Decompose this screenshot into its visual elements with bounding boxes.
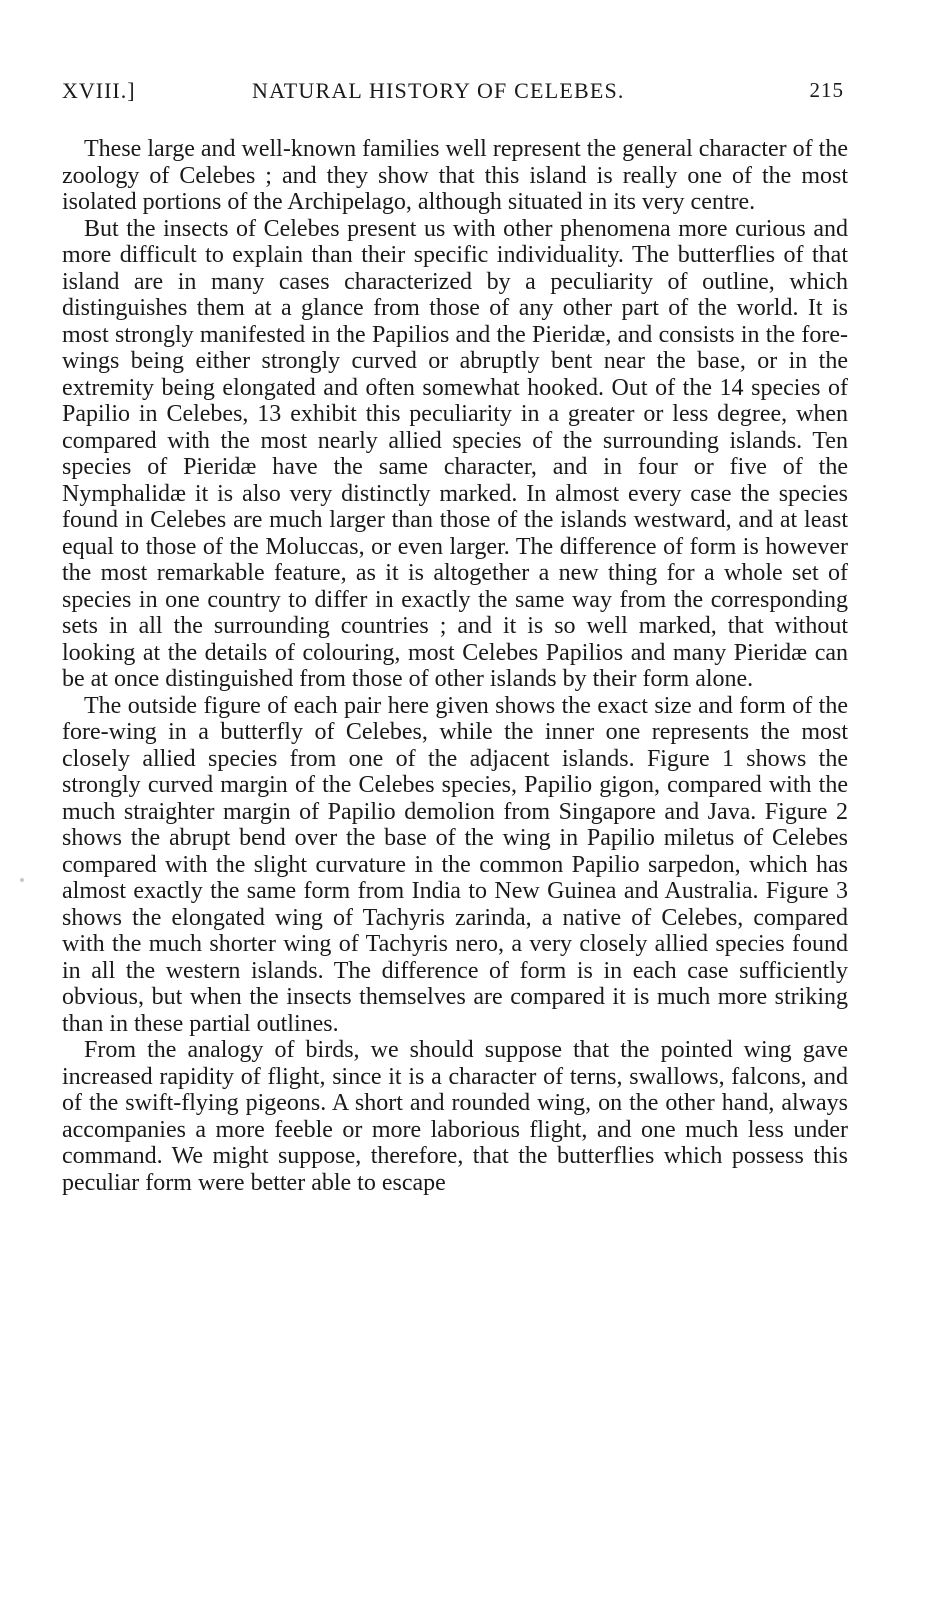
paragraph: From the analogy of birds, we should suppose that the pointed wing gave increased rapidity of flight, since it is a character of terns, swallows, falcons, and of the swift-flying pigeons. A short and rounded wing, on the other hand, always accompanies a more feeble or more laborious flight, and one much less under command. We might suppose, therefore, that the butterflies which possess this peculiar form were better able to escape	[62, 1037, 848, 1196]
paper-speck	[20, 878, 24, 882]
chapter-number: XVIII.]	[62, 78, 136, 103]
running-head	[62, 78, 844, 110]
paragraph: These large and well-known families well represent the general character of the zoology of Celebes ; and they show that this island is really one of the most isolated portions of the Archipelago, although situated in its very centre.	[62, 136, 848, 215]
running-title: NATURAL HISTORY OF CELEBES.	[252, 78, 625, 103]
paragraph: But the insects of Celebes present us with other phenomena more curious and more difficult to explain than their specific individuality. The butterflies of that island are in many cases characterized by a peculiarity of outline, which distinguishes them at a glance from those of any other part of the world. It is most strongly manifested in the Papilios and the Pieridæ, and consists in the fore-wings being either strongly curved or abruptly bent near the base, or in the extremity being elongated and often somewhat hooked. Out of the 14 species of Papilio in Celebes, 13 exhibit this peculiarity in a greater or less degree, when compared with the most nearly allied species of the surrounding islands. Ten species of Pieridæ have the same character, and in four or five of the Nymphalidæ it is also very distinctly marked. In almost every case the species found in Celebes are much larger than those of the islands westward, and at least equal to those of the Moluccas, or even larger. The difference of form is however the most remarkable feature, as it is altogether a new thing for a whole set of species in one country to differ in exactly the same way from the corresponding sets in all the surrounding countries ; and it is so well marked, that without looking at the details of colouring, most Celebes Papilios and many Pieridæ can be at once distinguished from those of other islands by their form alone.	[62, 215, 848, 692]
page-number: 215	[809, 78, 844, 102]
body-text	[62, 136, 848, 1196]
paragraph: The outside figure of each pair here given shows the exact size and form of the fore-wing in a butterfly of Celebes, while the inner one represents the most closely allied species from one of the adjacent islands. Figure 1 shows the strongly curved margin of the Celebes species, Papilio gigon, compared with the much straighter margin of Papilio demolion from Singapore and Java. Figure 2 shows the abrupt bend over the base of the wing in Papilio miletus of Celebes compared with the slight curvature in the common Papilio sarpedon, which has almost exactly the same form from India to New Guinea and Australia. Figure 3 shows the elongated wing of Tachyris zarinda, a native of Celebes, compared with the much shorter wing of Tachyris nero, a very closely allied species found in all the western islands. The difference of form is in each case sufficiently obvious, but when the insects themselves are compared it is much more striking than in these partial outlines.	[62, 692, 848, 1037]
